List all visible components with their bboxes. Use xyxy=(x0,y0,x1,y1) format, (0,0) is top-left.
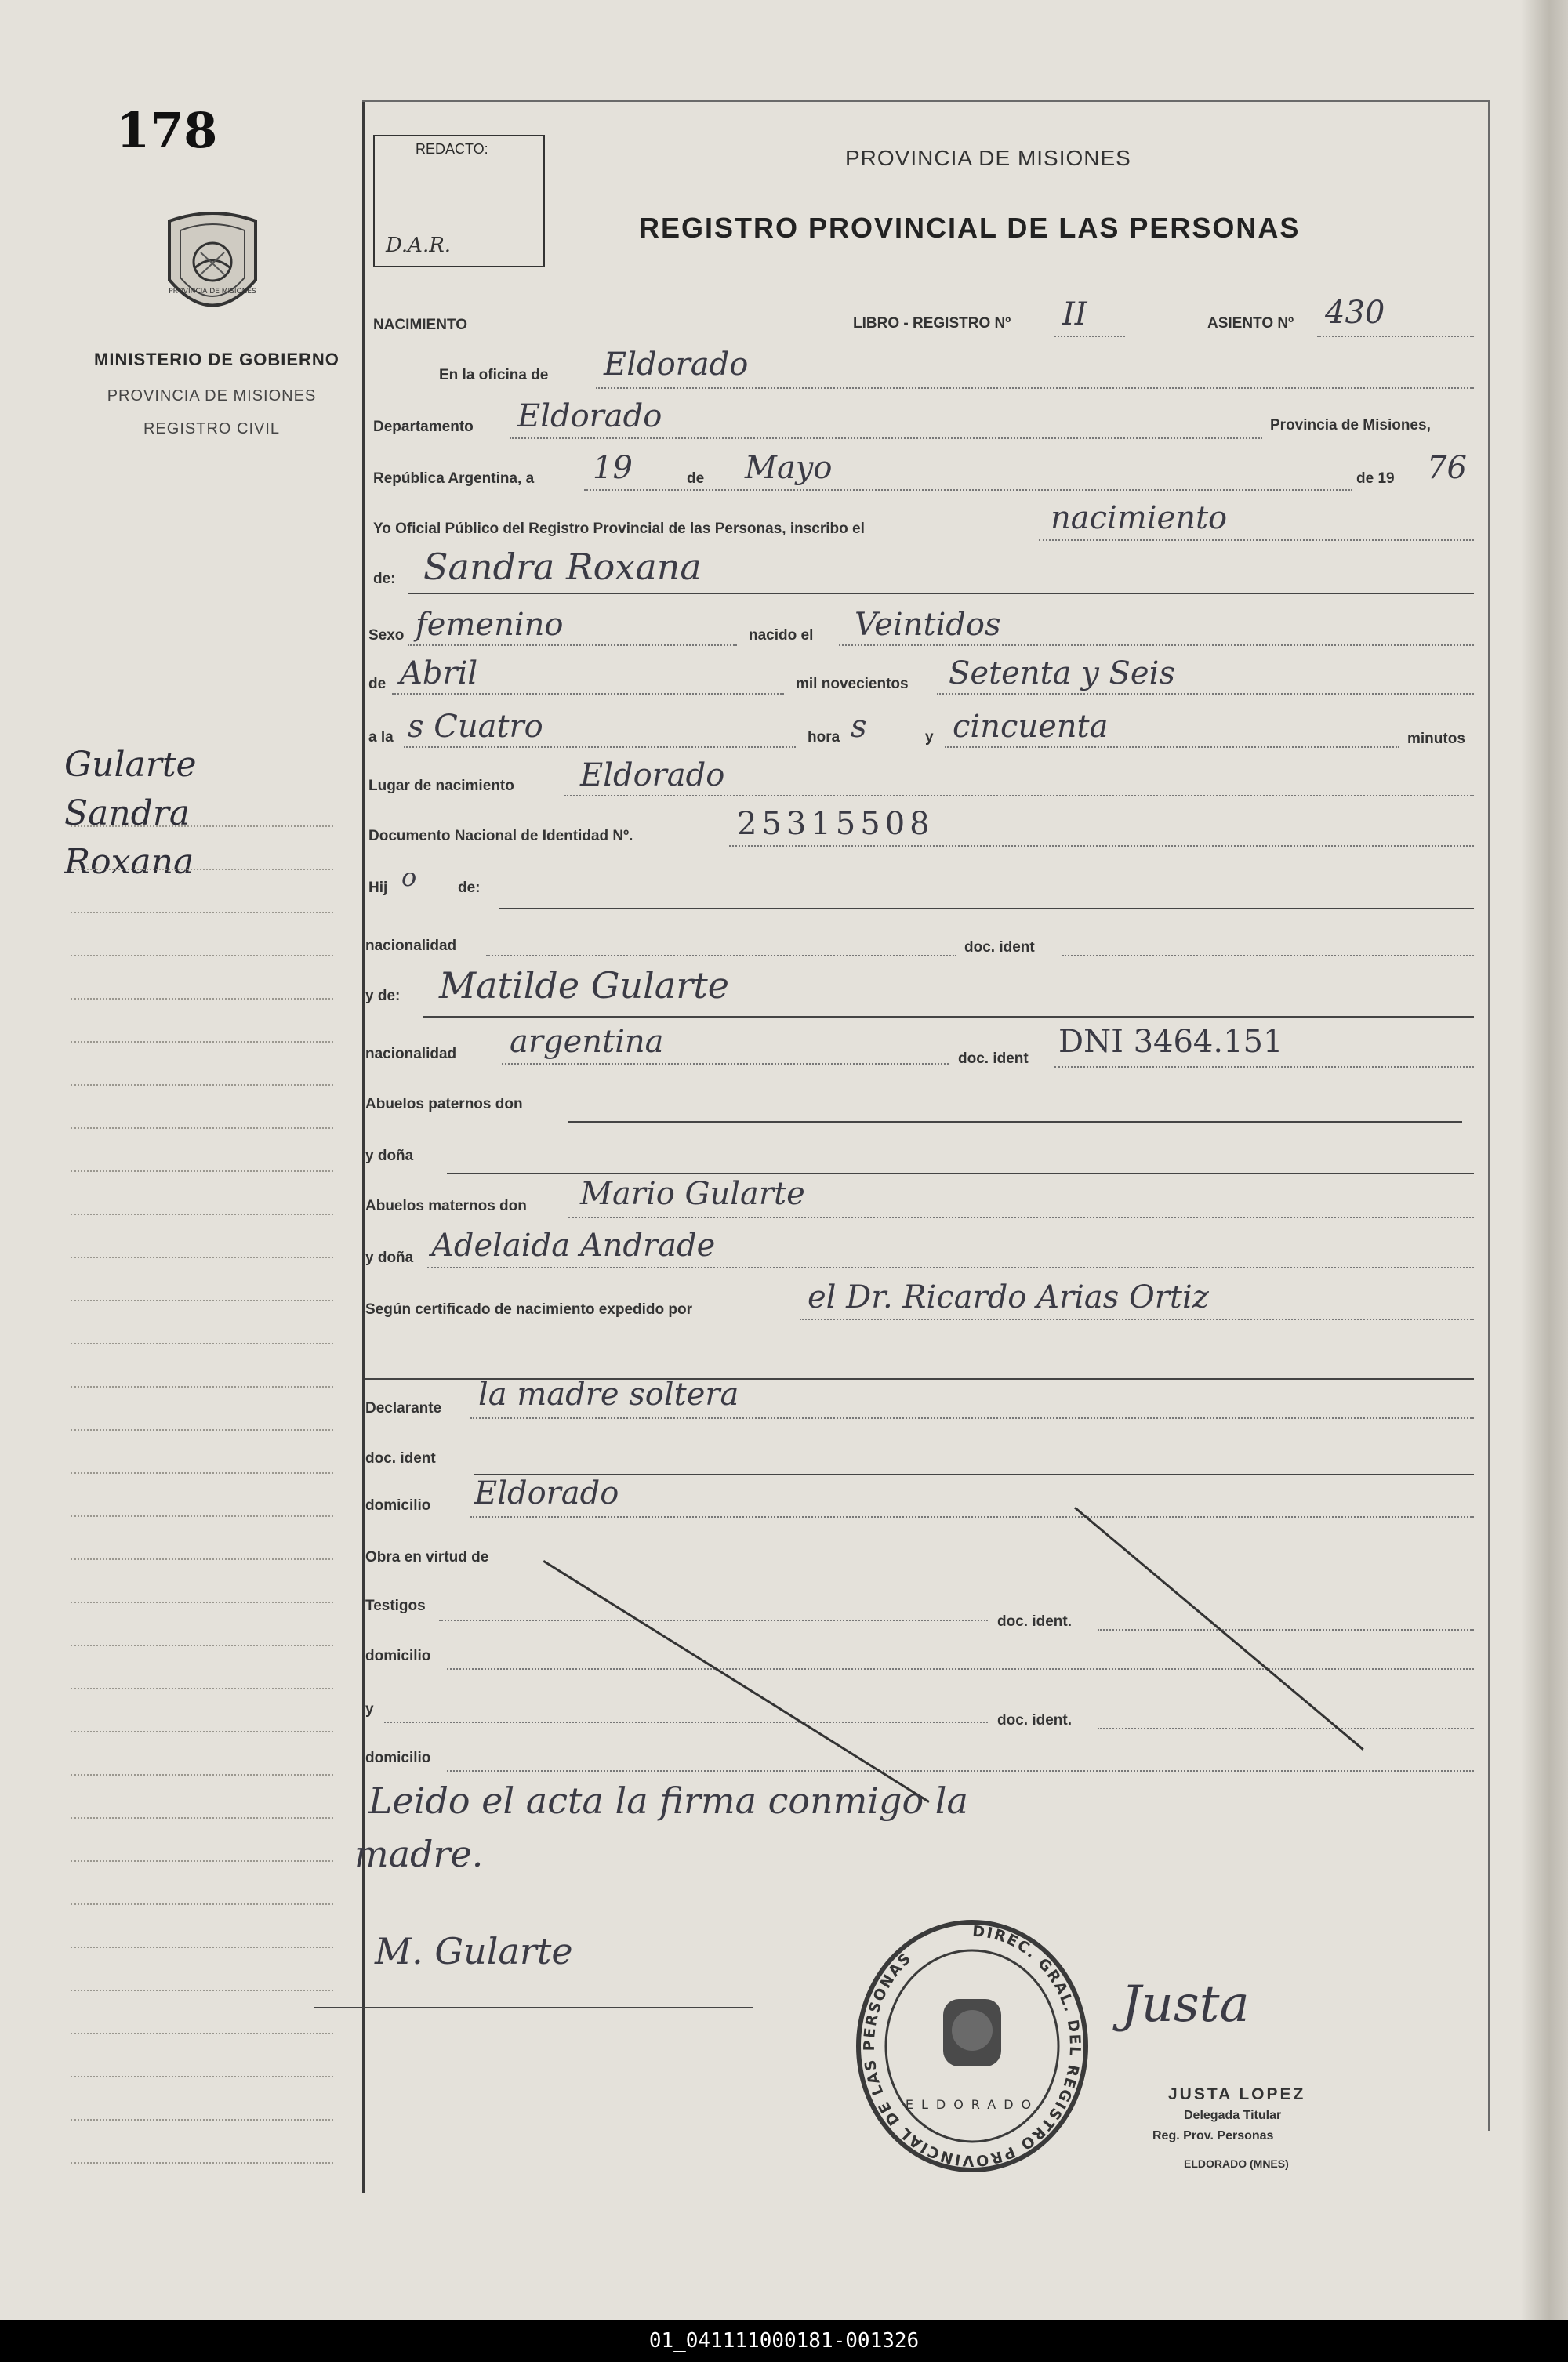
birth-month-value: Abril xyxy=(400,655,478,691)
officer-title: Delegada Titular xyxy=(1184,2109,1282,2122)
month-value: Mayo xyxy=(745,450,833,486)
civil-registry-label: REGISTRO CIVIL xyxy=(143,420,281,437)
libro-label: LIBRO - REGISTRO Nº xyxy=(853,315,1011,332)
right-border xyxy=(1488,100,1490,2131)
y-dona-1-label: y doña xyxy=(365,1148,414,1164)
minutos-label: minutos xyxy=(1407,731,1465,747)
mil-novecientos-label: mil novecientos xyxy=(796,676,909,692)
nacimiento-label: NACIMIENTO xyxy=(373,317,467,333)
nacido-value: Veintidos xyxy=(855,607,1001,643)
y-2-label: y xyxy=(365,1701,374,1718)
stamp-center-text: ELDORADO xyxy=(905,2097,1040,2112)
officer-signature: Justa xyxy=(1121,1976,1250,2034)
republica-label: República Argentina, a xyxy=(373,470,535,487)
abuelos-maternos-label: Abuelos maternos don xyxy=(365,1198,527,1214)
left-border xyxy=(362,100,365,2193)
abuelos-paternos-label: Abuelos paternos don xyxy=(365,1096,523,1112)
inscribo-value: nacimiento xyxy=(1051,500,1228,536)
oficina-value: Eldorado xyxy=(604,346,749,383)
domicilio-3-label: domicilio xyxy=(365,1750,431,1766)
officer-location: ELDORADO (MNES) xyxy=(1184,2157,1289,2170)
hora-label: hora xyxy=(808,729,840,746)
official-stamp xyxy=(851,1913,1094,2172)
de-mes-label: de xyxy=(368,676,387,692)
inscribo-label: Yo Oficial Público del Registro Provincial de las Personas, inscribo el xyxy=(373,521,865,537)
year-label: de 19 xyxy=(1356,470,1395,487)
maternal-grandfather-value: Mario Gularte xyxy=(580,1176,805,1212)
hijo-value: o xyxy=(401,862,417,892)
a-la-label: a la xyxy=(368,729,394,746)
seal-text: PROVINCIA DE MISIONES xyxy=(169,288,256,296)
departamento-value: Eldorado xyxy=(517,398,662,434)
y-de-label: y de: xyxy=(365,988,401,1004)
certificado-value: el Dr. Ricardo Arias Ortiz xyxy=(808,1279,1209,1315)
domicilio-1-label: domicilio xyxy=(365,1497,431,1514)
certificado-label: Según certificado de nacimiento expedido por xyxy=(365,1301,693,1318)
doc-ident-3-label: doc. ident xyxy=(365,1450,436,1467)
closing-line-1: Leido el acta la firma conmigo la xyxy=(368,1780,968,1822)
province-title: PROVINCIA DE MISIONES xyxy=(845,146,1131,170)
mother-doc-value: DNI 3464.151 xyxy=(1058,1024,1283,1060)
libro-value: II xyxy=(1062,296,1087,332)
birth-year-value: Setenta y Seis xyxy=(949,655,1175,691)
declarante-value: la madre soltera xyxy=(478,1377,739,1413)
doc-ident-2-label: doc. ident xyxy=(958,1050,1029,1067)
margin-ruled-lines xyxy=(71,784,333,2164)
obra-label: Obra en virtud de xyxy=(365,1549,489,1566)
nacionalidad-2-label: nacionalidad xyxy=(365,1046,457,1062)
day-value: 19 xyxy=(593,450,633,486)
sexo-value: femenino xyxy=(416,607,564,643)
redacto-box xyxy=(373,135,545,267)
mother-name-value: Matilde Gularte xyxy=(439,964,729,1007)
child-name-value: Sandra Roxana xyxy=(423,546,702,588)
province-label: PROVINCIA DE MISIONES xyxy=(107,387,317,405)
oficina-label: En la oficina de xyxy=(439,367,549,383)
domicilio-2-label: domicilio xyxy=(365,1648,431,1664)
domicilio-1-value: Eldorado xyxy=(474,1475,619,1511)
officer-office: Reg. Prov. Personas xyxy=(1152,2129,1274,2142)
a-la-value: s Cuatro xyxy=(408,709,543,745)
closing-line-2: madre. xyxy=(354,1833,484,1875)
minutes-value: cincuenta xyxy=(953,709,1109,745)
dni-value: 25315508 xyxy=(737,806,935,842)
de-label: de xyxy=(687,470,705,487)
page-number: 178 xyxy=(116,102,218,159)
sexo-label: Sexo xyxy=(368,627,405,644)
margin-surname: Gularte xyxy=(64,745,197,785)
y-dona-2-label: y doña xyxy=(365,1250,414,1266)
redacto-label: REDACTO: xyxy=(416,141,488,157)
mother-signature: M. Gularte xyxy=(375,1930,573,1972)
mother-nationality-value: argentina xyxy=(510,1024,664,1060)
dni-label: Documento Nacional de Identidad Nº. xyxy=(368,828,633,844)
asiento-label: ASIENTO Nº xyxy=(1207,315,1294,332)
doc-ident-5-label: doc. ident. xyxy=(997,1712,1072,1729)
doc-ident-1-label: doc. ident xyxy=(964,939,1035,956)
hora-value: s xyxy=(851,709,867,745)
margin-second-name: Roxana xyxy=(64,842,194,882)
lugar-label: Lugar de nacimiento xyxy=(368,778,514,794)
lugar-value: Eldorado xyxy=(580,757,725,793)
testigos-label: Testigos xyxy=(365,1598,426,1614)
year-value: 76 xyxy=(1427,450,1467,486)
book-spine xyxy=(1521,0,1568,2320)
redacto-initials: D.A.R. xyxy=(386,234,452,257)
asiento-value: 430 xyxy=(1325,295,1385,331)
maternal-grandmother-value: Adelaida Andrade xyxy=(431,1228,716,1264)
de-nombre-label: de: xyxy=(373,571,396,587)
coat-of-arms-seal xyxy=(154,205,271,331)
ministry-label: MINISTERIO DE GOBIERNO xyxy=(94,350,339,369)
y-label: y xyxy=(925,729,934,746)
provincia-label: Provincia de Misiones, xyxy=(1270,417,1431,434)
nacionalidad-1-label: nacionalidad xyxy=(365,938,457,954)
top-border xyxy=(362,100,1490,102)
hijo-de-label: de: xyxy=(458,880,481,896)
doc-ident-4-label: doc. ident. xyxy=(997,1613,1072,1630)
declarante-label: Declarante xyxy=(365,1400,442,1417)
margin-first-name: Sandra xyxy=(64,793,191,833)
hijo-label: Hij xyxy=(368,880,388,896)
file-id-footer: 01_041111000181-001326 xyxy=(0,2320,1568,2362)
registry-title: REGISTRO PROVINCIAL DE LAS PERSONAS xyxy=(639,212,1301,244)
departamento-label: Departamento xyxy=(373,419,474,435)
stamp-ring-text: DIREC. GRAL. DEL REGISTRO PROVINCIAL DE LAS PERSONAS xyxy=(860,1922,1084,2170)
nacido-label: nacido el xyxy=(749,627,814,644)
officer-name: JUSTA LOPEZ xyxy=(1168,2085,1306,2103)
